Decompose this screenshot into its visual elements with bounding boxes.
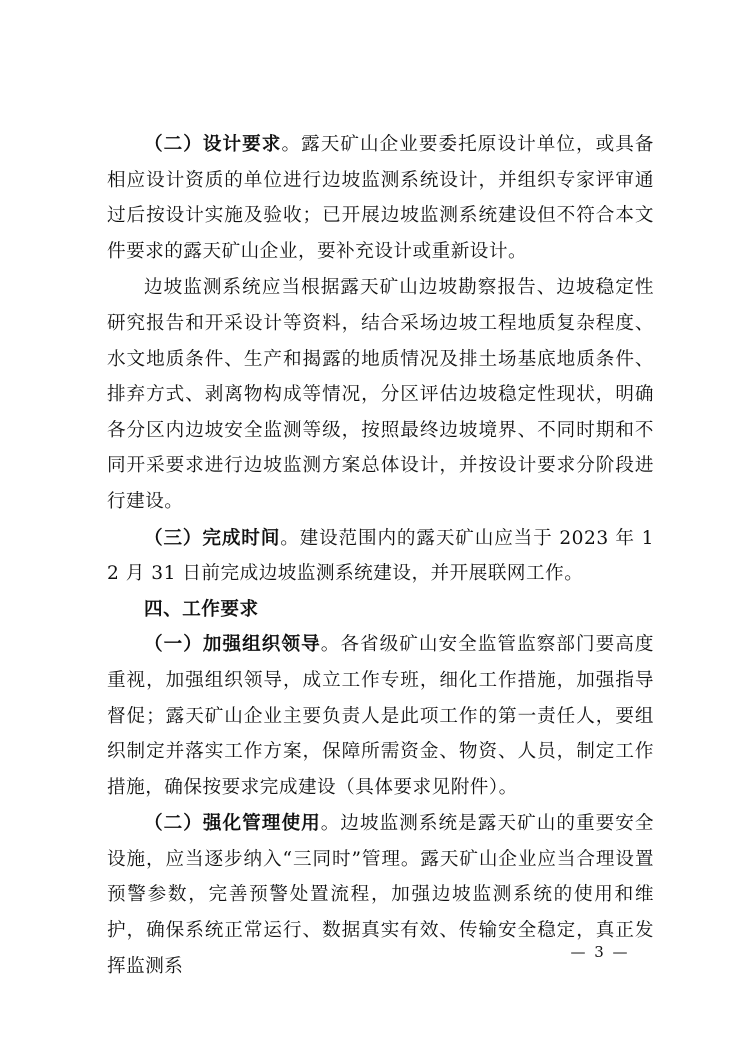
- paragraph-text: 。建设范围内的露天矿山应当于 2023 年 12 月 31 日前完成边坡监测系统建设，并开展联网工作。: [107, 527, 654, 585]
- paragraph-text: 边坡监测系统应当根据露天矿山边坡勘察报告、边坡稳定性研究报告和开采设计等资料，结合采场边坡工程地质复杂程度、水文地质条件、生产和揭露的地质情况及排土场基底地质条件、排弃方式、剥离物构成等情况，分区评估边坡稳定性现状，明确各分区内边坡安全监测等级，按照最终边坡境界、不同时期和不同开采要求进行边坡监测方案总体设计，并按设计要求分阶段进行建设。: [107, 277, 654, 512]
- paragraph-text: 。边坡监测系统是露天矿山的重要安全设施，应当逐步纳入“三同时”管理。露天矿山企业应当合理设置预警参数，完善预警处置流程，加强边坡监测系统的使用和维护，确保系统正常运行、数据真实有效、传输安全稳定，真正发挥监测系: [107, 813, 654, 977]
- paragraph-monitoring-system: [107, 270, 654, 519]
- paragraph-text: 。各省级矿山安全监管监察部门要高度重视，加强组织领导，成立工作专班，细化工作措施，加强指导督促；露天矿山企业主要负责人是此项工作的第一责任人，要组织制定并落实工作方案，保障所需资金、物资、人员，制定工作措施，确保按要求完成建设（具体要求见附件）。: [107, 634, 654, 798]
- paragraph-design-requirements: [107, 127, 654, 269]
- paragraph-lead: （三）完成时间: [144, 527, 281, 549]
- paragraph-lead: （二）强化管理使用: [144, 813, 321, 835]
- page-number: — 3 —: [570, 943, 630, 961]
- paragraph-lead: （二）设计要求: [144, 134, 282, 155]
- section-heading: 四、工作要求: [144, 598, 259, 620]
- paragraph-lead: （一）加强组织领导: [144, 634, 321, 656]
- paragraph-organizational-leadership: [107, 627, 654, 805]
- document-body: [107, 127, 654, 984]
- paragraph-text: 。露天矿山企业要委托原设计单位，或具备相应设计资质的单位进行边坡监测系统设计，并组织专家评审通过后按设计实施及验收；已开展边坡监测系统建设但不符合本文件要求的露天矿山企业，要补充设计或重新设计。: [107, 134, 654, 262]
- paragraph-completion-time: [107, 521, 654, 592]
